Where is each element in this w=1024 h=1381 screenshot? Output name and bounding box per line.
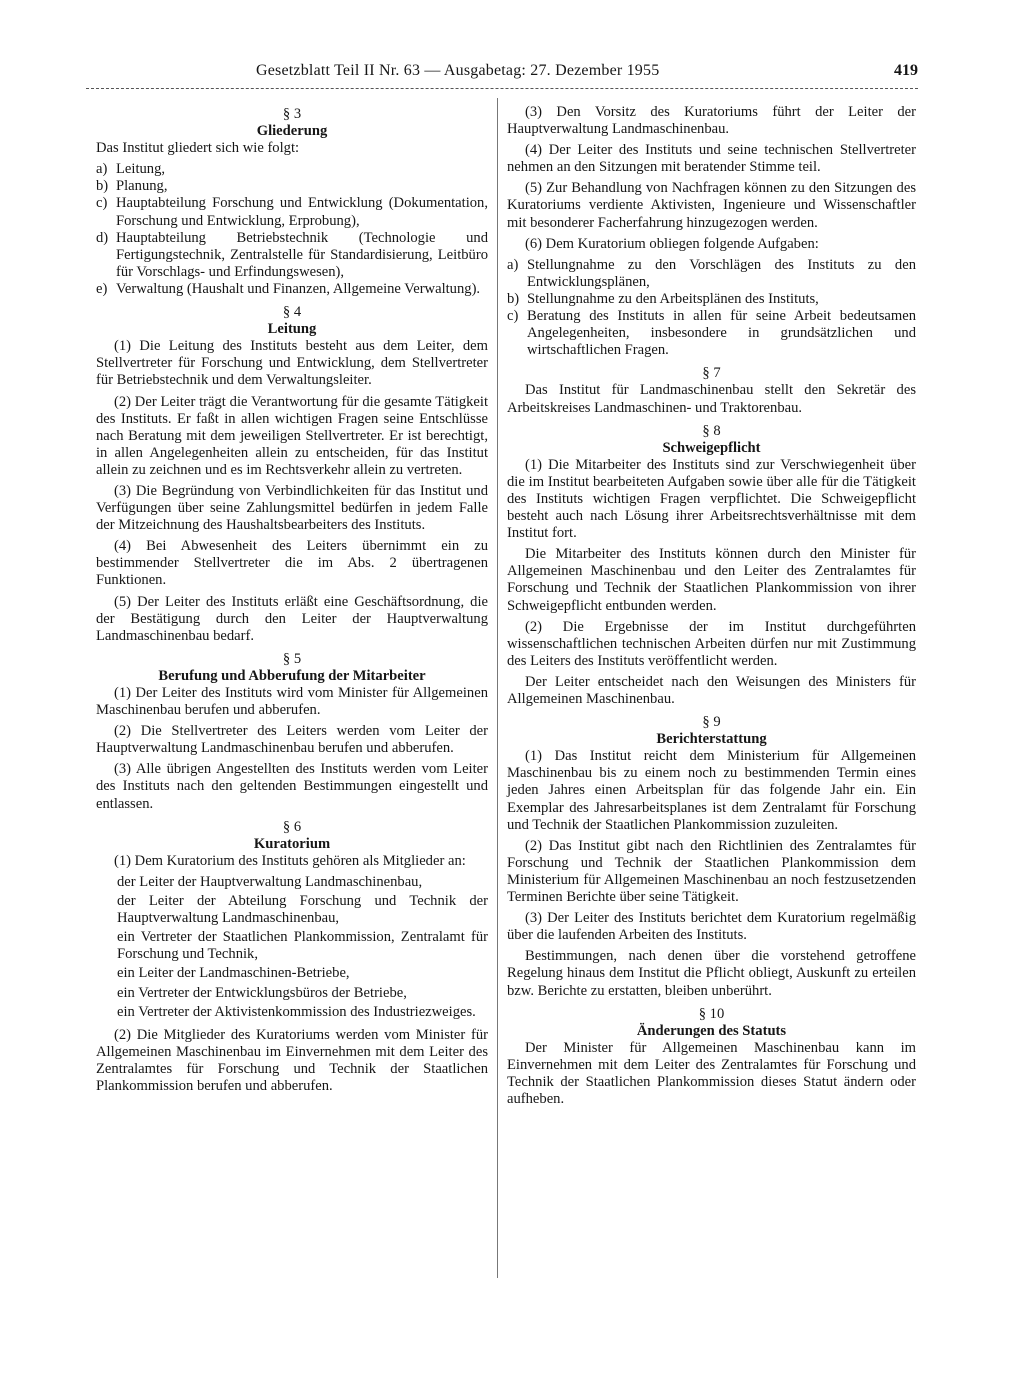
- page-header: [86, 62, 918, 90]
- paragraph: (2) Das Institut gibt nach den Richtlinien des Zentralamtes für Forschung und Technik der Staatlichen Plankommission dem Ministerium für Allgemeinen Maschinenbau an noch festzusetzenden Terminen Berichte über seine Tätigkeit.: [507, 837, 916, 906]
- structure-list: [96, 161, 488, 298]
- paragraph: Der Leiter entscheidet nach den Weisungen des Ministers für Allgemeinen Maschinenbau.: [507, 673, 916, 707]
- paragraph: (2) Die Ergebnisse der im Institut durchgeführten wissenschaftlichen technischen Arbeiten dürfen nur mit Zustimmung des Leiters des Instituts veröffentlicht werden.: [507, 618, 916, 669]
- list-label: b): [96, 178, 109, 195]
- list-item: ein Vertreter der Aktivistenkommission des Industriezweiges.: [117, 1003, 476, 1020]
- paragraph: (2) Der Leiter trägt die Verantwortung für die gesamte Tätigkeit des Instituts. Er faßt in allen wichtigen Fragen seine Entschlüsse nach Beratung mit dem jeweiligen Stellvertreter. Er ist berechtigt, in allen Angelegenheiten allein zu entscheiden, für das Institut allein zu zeichnen und es im Rechtsverkehr allein zu vertreten.: [96, 393, 488, 478]
- list-label: a): [96, 161, 108, 178]
- paragraph: (2) Die Mitglieder des Kuratoriums werden vom Minister für Allgemeinen Maschinenbau im Einvernehmen mit dem Leiter des Zentralamtes für Forschung und Technik der Staatlichen Plankommission berufen und abberufen.: [96, 1026, 488, 1094]
- list-item: [96, 195, 488, 229]
- paragraph: Bestimmungen, nach denen über die vorstehend getroffene Regelung hinaus dem Institut die Pflicht obliegt, Auskunft zu erteilen bzw. Berichte zu erstatten, bleiben unberührt.: [507, 948, 916, 999]
- section-number: § 6: [282, 818, 302, 835]
- section-title: Leitung: [267, 321, 317, 338]
- list-item: [96, 230, 488, 281]
- paragraph: (1) Der Leiter des Instituts wird vom Minister für Allgemeinen Maschinenbau berufen und abberufen.: [96, 685, 488, 719]
- list-item: ein Leiter der Landmaschinen-Betriebe,: [117, 965, 350, 982]
- paragraph: (4) Bei Abwesenheit des Leiters übernimmt ein zu bestimmender Stellvertreter die im Abs. 2 übertragenen Funktionen.: [96, 538, 488, 589]
- list-text: Hauptabteilung Forschung und Entwicklung (Dokumentation, Forschung und Entwicklung, Erprobung),: [116, 195, 488, 229]
- section-5-heading: [96, 651, 488, 685]
- list-label: e): [96, 280, 108, 297]
- kuratorium-members-list: [96, 874, 488, 1021]
- paragraph: (3) Alle übrigen Angestellten des Instituts werden vom Leiter des Instituts nach den geltenden Bestimmungen eingestellt und entlassen.: [96, 761, 488, 812]
- paragraph: Der Minister für Allgemeinen Maschinenbau kann im Einvernehmen mit dem Leiter des Zentralamtes für Forschung und Technik der Staatlichen Plankommission dieses Statut ändern oder aufheben.: [507, 1039, 916, 1108]
- list-label: a): [507, 256, 519, 273]
- section-4-heading: [96, 304, 488, 338]
- list-item: ein Vertreter der Staatlichen Plankommission, Zentralamt für Forschung und Technik,: [117, 929, 488, 963]
- section-6-heading: [96, 819, 488, 853]
- paragraph: (1) Das Institut reicht dem Ministerium für Allgemeinen Maschinenbau bis zu einem noch zu bestimmenden Termin eines jeden Jahres einen Arbeitsplan für das folgende Jahr ein. Ein Exemplar des Jahresarbeitsplanes ist dem Zentralamt für Forschung und Technik der Staatlichen Plankommission zuzuleiten.: [507, 748, 916, 833]
- paragraph: Das Institut für Landmaschinenbau stellt den Sekretär des Arbeitskreises Landmaschinen- und Traktorenbau.: [507, 382, 916, 416]
- paragraph: Die Mitarbeiter des Instituts können durch den Minister für Allgemeinen Maschinenbau und den Leiter des Zentralamtes für Forschung und Technik der Staatlichen Plankommission von ihrer Schweigepflicht entbunden werden.: [507, 546, 916, 614]
- section-number: § 4: [282, 304, 302, 321]
- list-label: b): [507, 290, 520, 307]
- section-10-heading: [507, 1006, 916, 1040]
- right-column: [507, 104, 916, 1112]
- header-rule: [86, 88, 918, 89]
- section-title: Berichterstattung: [656, 731, 767, 748]
- section-title: Berufung und Abberufung der Mitarbeiter: [158, 667, 426, 684]
- paragraph: (6) Dem Kuratorium obliegen folgende Aufgaben:: [525, 235, 819, 252]
- paragraph: Das Institut gliedert sich wie folgt:: [96, 140, 300, 157]
- header-title: Gesetzblatt Teil II Nr. 63 — Ausgabetag: 27. Dezember 1955: [256, 62, 660, 79]
- list-label: c): [507, 308, 519, 325]
- paragraph: (4) Der Leiter des Instituts und seine technischen Stellvertreter nehmen an den Sitzungen mit beratender Stimme teil.: [507, 142, 916, 176]
- section-7-heading: [507, 365, 916, 382]
- list-text: Leitung,: [116, 161, 166, 178]
- section-3-heading: [96, 106, 488, 140]
- paragraph: (5) Der Leiter des Instituts erläßt eine Geschäftsordnung, die der Bestätigung durch den Leiter der Hauptverwaltung Landmaschinenbau bedarf.: [96, 593, 488, 644]
- list-label: d): [96, 229, 109, 246]
- paragraph: (2) Die Stellvertreter des Leiters werden vom Leiter der Hauptverwaltung Landmaschinenbau berufen und abberufen.: [96, 723, 488, 757]
- paragraph: (1) Dem Kuratorium des Instituts gehören als Mitglieder an:: [114, 852, 466, 869]
- tasks-list: [507, 257, 916, 360]
- list-text: Beratung des Instituts in allen für seine Arbeit bedeutsamen Angelegenheiten, insbesondere in grundsätzlichen und wirtschaftlichen Fragen.: [527, 308, 916, 359]
- section-9-heading: [507, 714, 916, 748]
- paragraph: (5) Zur Behandlung von Nachfragen können zu den Sitzungen des Kuratoriums verdiente Aktivisten, Ingenieure und Wissenschaftler mit besonderer Facherfahrung hinzugezogen werden.: [507, 180, 916, 231]
- list-label: c): [96, 195, 108, 212]
- list-text: Verwaltung (Haushalt und Finanzen, Allgemeine Verwaltung).: [116, 280, 481, 297]
- list-item: [96, 161, 488, 178]
- list-item: [507, 308, 916, 359]
- section-number: § 9: [702, 714, 721, 731]
- list-item: der Leiter der Hauptverwaltung Landmaschinenbau,: [117, 873, 423, 890]
- list-text: Stellungnahme zu den Vorschlägen des Instituts zu den Entwicklungsplänen,: [527, 256, 916, 290]
- list-text: Stellungnahme zu den Arbeitsplänen des Instituts,: [527, 290, 819, 307]
- section-title: Änderungen des Statuts: [636, 1022, 787, 1039]
- column-divider: [497, 98, 498, 1278]
- list-text: Hauptabteilung Betriebstechnik (Technologie und Fertigungstechnik, Zentralstelle für Standardisierung, Leitbüro für Vorschlags- und Erfindungswesen),: [116, 229, 488, 280]
- paragraph: (1) Die Leitung des Instituts besteht aus dem Leiter, dem Stellvertreter für Forschung und Entwicklung, dem Stellvertreter für Betriebstechnik und dem Verwaltungsleiter.: [96, 338, 488, 389]
- section-number: § 5: [282, 650, 302, 667]
- section-number: § 10: [698, 1005, 725, 1022]
- left-column: [96, 104, 488, 1099]
- list-item: der Leiter der Abteilung Forschung und Technik der Hauptverwaltung Landmaschinenbau,: [117, 893, 488, 927]
- paragraph: (3) Die Begründung von Verbindlichkeiten für das Institut und Verfügungen über seine Zahlungsmittel bedürfen in jedem Falle der Mitzeichnung des Haushaltsbearbeiters des Instituts.: [96, 482, 488, 534]
- section-title: Kuratorium: [253, 835, 331, 852]
- page-number: 419: [894, 62, 918, 79]
- section-title: Gliederung: [256, 123, 328, 140]
- section-8-heading: [507, 423, 916, 457]
- list-item: [507, 257, 916, 291]
- list-item: [96, 178, 488, 195]
- paragraph: (3) Der Leiter des Instituts berichtet dem Kuratorium regelmäßig über die laufenden Arbeiten des Instituts.: [507, 910, 916, 944]
- list-text: Planung,: [116, 178, 168, 195]
- section-number: § 7: [702, 365, 721, 382]
- list-item: [96, 281, 488, 298]
- list-item: [507, 291, 916, 308]
- section-number: § 3: [282, 106, 302, 122]
- paragraph: (1) Die Mitarbeiter des Instituts sind zur Verschwiegenheit über die im Institut bearbeiteten Aufgaben sowie über alle für die Tätigkeit des Instituts wichtigen Fragen verpflichtet. Die Schweigepflicht besteht auch nach Lösung ihrer Arbeitsrechtsverhältnisse mit dem Institut fort.: [507, 456, 916, 542]
- paragraph: (3) Den Vorsitz des Kuratoriums führt der Leiter der Hauptverwaltung Landmaschinenbau.: [507, 104, 916, 138]
- list-item: ein Vertreter der Entwicklungsbüros der Betriebe,: [117, 984, 407, 1001]
- section-number: § 8: [702, 422, 721, 439]
- section-title: Schweigepflicht: [662, 439, 761, 456]
